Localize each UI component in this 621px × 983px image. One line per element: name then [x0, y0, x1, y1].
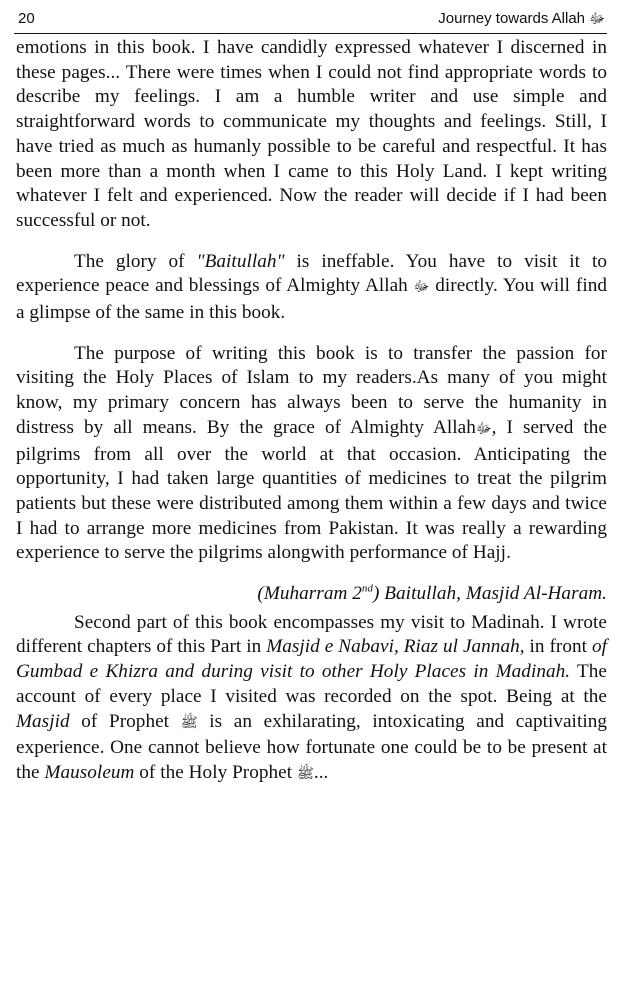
- honorific-glyph: ﷻ: [413, 280, 430, 296]
- italic-term: Mausoleum: [44, 761, 135, 783]
- text-run: directly. You will find a glimpse of the same in this book.: [16, 275, 607, 324]
- ordinal-suffix: nd: [361, 582, 373, 595]
- honorific-glyph: ﷻ: [589, 10, 605, 26]
- paragraph-3: [16, 342, 607, 566]
- text-run: The account of every place I visited was recorded on the spot. Being at the: [16, 661, 607, 707]
- paragraph-4: [16, 611, 607, 788]
- honorific-glyph: ﷻ: [475, 421, 492, 437]
- italic-term-baitullah: "Baitullah": [196, 250, 285, 272]
- italic-term: Masjid: [16, 710, 70, 732]
- text-run: , I served the pilgrims from all over the world at that occasion. Anticipating the opportunity, I had taken large quantities of medicines to treat the pilgrim patients but these were distributed among them within a few days and twice I had to arrange more medicines from Pakistan. It was really a rewarding experience to serve the pilgrims alongwith performance of Hajj.: [16, 416, 607, 564]
- text-run: in front: [524, 636, 592, 658]
- signature-line: [16, 582, 607, 607]
- running-title-text: Journey towards Allah: [438, 10, 586, 27]
- text-run: ...: [313, 761, 329, 783]
- text-run: of the Holy Prophet: [134, 761, 297, 783]
- honorific-glyph: ﷺ: [296, 766, 314, 782]
- paragraph-1: emotions in this book. I have candidly expressed whatever I discerned in these pages... There were times when I could not find appropriate words to describe my feelings. I am a humble writer and use simple and straightforward words to communicate my thoughts and feelings. Still, I have tried as much as humanly possible to be careful and respectful. It has been more than a month when I came to this Holy Land. I kept writing whatever I felt and experienced. Now the reader will decide if I had been successful or not.: [16, 37, 607, 231]
- signature-text: ) Baitullah, Masjid Al-Haram.: [372, 583, 607, 605]
- paragraph-2: [16, 250, 607, 326]
- signature-text: (Muharram 2: [257, 583, 362, 605]
- honorific-glyph: ﷺ: [180, 715, 198, 731]
- italic-term: of Gumbad e Khizra and during visit to other Holy Places in Madinah.: [16, 636, 607, 683]
- italic-term: Masjid e Nabavi, Riaz ul Jannah,: [266, 636, 525, 658]
- page-body: [16, 36, 607, 788]
- running-title: [438, 10, 605, 30]
- text-run: The purpose of writing this book is to transfer the passion for visiting the Holy Places of Islam to my readers.As many of you might know, my primary concern has always been to serve the humanity in distress by all means. By the grace of Almighty Allah: [16, 342, 607, 438]
- text-run: of Prophet: [69, 710, 181, 732]
- page-header: [14, 8, 607, 30]
- text-run: Second part of this book encompasses my visit to Madinah. I wrote different chapters of this Part in: [16, 611, 607, 658]
- page-number: 20: [18, 10, 35, 27]
- header-rule: [14, 33, 607, 34]
- text-run: The glory of: [74, 250, 197, 272]
- text-run: is ineffable. You have to visit it to experience peace and blessings of Almighty Allah: [16, 250, 607, 297]
- text-run: is an exhilarating, intoxicating and captivaiting experience. One cannot believe how fortunate one could be to be present at the: [16, 710, 607, 783]
